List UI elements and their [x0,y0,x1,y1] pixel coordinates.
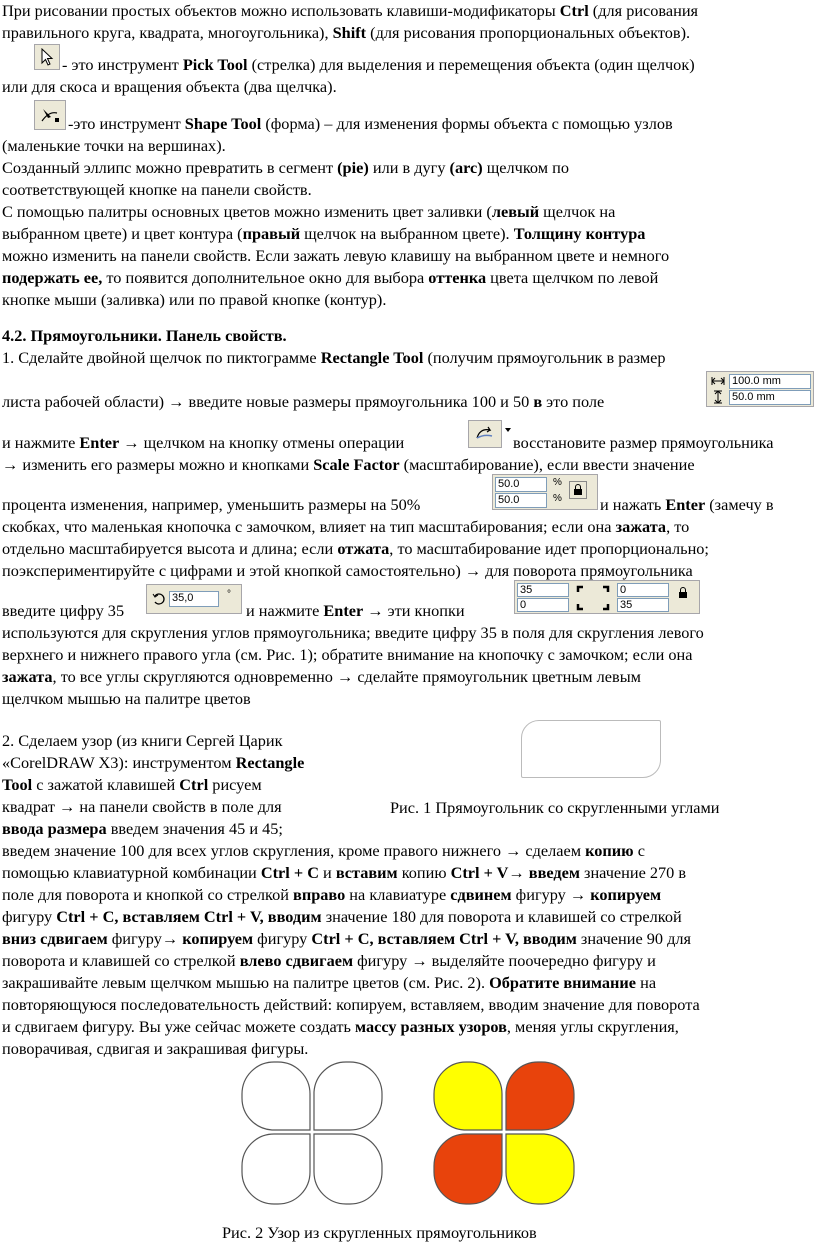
intro-line-1: При рисовании простых объектов можно использовать клавиши-модификаторы Ctrl (для рисования [2,1,699,20]
yellow-petal-br [506,1134,574,1204]
scale-field-group [492,474,598,510]
outline-pattern [242,1062,382,1204]
corner-br-input[interactable]: 35 [617,598,669,612]
rotate-field-group [146,584,242,614]
s42-line-5: процента изменения, например, уменьшить размеры на 50% [2,495,421,514]
figure-2-caption: Рис. 2 Узор из скругленных прямоугольников [222,1223,537,1242]
outline-petal-br [314,1134,382,1204]
figure-1-caption: Рис. 1 Прямоугольник со скругленными углами [390,798,720,817]
shape-line-8: подержать ее, то появится дополнительное окно для выбора оттенка цвета щелчком по левой [2,268,659,287]
rotate-unit: ° [227,589,231,600]
s42-line-5b: и нажать Enter (замечу в [600,495,774,514]
red-petal-bl [434,1134,502,1204]
size-field-group [706,371,814,407]
s2-line-3: Tool с зажатой клавишей Ctrl рисуем [2,775,262,794]
s42-line-7: отдельно масштабируется высота и длина; если отжата, то масштабирование идет пропорционально; [2,539,709,558]
corner-icon [573,583,613,613]
pick-tool-line-1: - это инструмент Pick Tool (стрелка) для выделения и перемещения объекта (один щелчок) [62,55,695,74]
section-heading: 4.2. Прямоугольники. Панель свойств. [2,326,287,345]
scale-y-input[interactable]: 50.0 [495,493,547,508]
scale-percent-2: % [553,493,562,504]
s2-line-11: поворота и клавишей со стрелкой влево сдвигаем фигуру → выделяйте поочередно фигуру и [2,951,656,970]
corner-lock-icon[interactable] [675,585,691,601]
s2-line-9: фигуру Ctrl + C, вставляем Ctrl + V, вводим значение 180 для поворота и клавишей со стрелкой [2,907,682,926]
shape-line-5: С помощью палитры основных цветов можно изменить цвет заливки (левый щелчок на [2,202,616,221]
s2-line-13: повторяющуюся последовательность действий: копируем, вставляем, вводим значение для поворота [2,995,700,1014]
s42-line-4: → изменить его размеры можно и кнопками Scale Factor (масштабирование), если ввести значение [2,455,695,474]
s2-line-12: закрашивайте левым щелчком мышью на палитре цветов (см. Рис. 2). Обратите внимание на [2,973,657,992]
rotate-input[interactable]: 35,0 [169,591,219,607]
shape-tool-icon [34,100,66,130]
size-width-icon [709,374,727,388]
s2-line-14: и сдвигаем фигуру. Вы уже сейчас можете создать массу разных узоров, меняя углы скругления, [2,1017,679,1036]
outline-petal-bl [242,1134,310,1204]
shape-line-6: выбранном цвете) и цвет контура (правый щелчок на выбранном цвете). Толщину контура [2,224,646,243]
scale-percent-1: % [553,477,562,488]
s2-line-7: помощью клавиатурной комбинации Ctrl + C и вставим копию Ctrl + V→ введем значение 270 в [2,863,687,882]
shape-line-9: кнопке мыши (заливка) или по правой кнопке (контур). [2,290,387,309]
s42-line-3b: восстановите размер прямоугольника [513,433,774,452]
scale-x-input[interactable]: 50.0 [495,477,547,492]
s42-line-6: скобках, что маленькая кнопочка с замочком, влияет на тип масштабирования; если она зажата, то [2,517,690,536]
s42-line-3: и нажмите Enter → щелчком на кнопку отмены операции [2,433,405,452]
s42-line-2: листа рабочей области) → введите новые размеры прямоугольника 100 и 50 в это поле [2,392,605,411]
s42-line-11: верхнего и нижнего правого угла (см. Рис. 1); обратите внимание на кнопочку с замочком; если она [2,645,693,664]
outline-petal-tl [242,1062,310,1130]
corner-bl-input[interactable]: 0 [517,598,569,612]
undo-icon[interactable] [468,420,502,448]
dropdown-arrow-icon [504,426,512,434]
shape-tool-line-1: -это инструмент Shape Tool (форма) – для изменения формы объекта с помощью узлов [68,114,673,133]
colored-pattern [434,1062,574,1204]
s2-line-1: 2. Сделаем узор (из книги Сергей Царик [2,731,283,750]
pattern-figure [240,1060,590,1208]
s42-line-13: щелчком мышью на палитре цветов [2,689,251,708]
s42-line-8: поэкспериментируйте с цифрами и этой кнопкой самостоятельно) → для поворота прямоугольника [2,561,693,580]
size-height-input[interactable]: 50.0 mm [729,390,811,405]
s42-line-9b: и нажмите Enter → эти кнопки [246,601,465,620]
s42-line-12: зажата, то все углы скругляются одновременно → сделайте прямоугольник цветным левым [2,667,641,686]
shape-line-7: можно изменить на панели свойств. Если зажать левую клавишу на выбранном цвете и немного [2,246,670,265]
shape-line-3: Созданный эллипс можно превратить в сегмент (pie) или в дугу (arc) щелчком по [2,158,569,177]
pick-tool-line-2: или для скоса и вращения объекта (два щелчка). [2,77,337,96]
s2-line-15: поворачивая, сдвигая и закрашивая фигуры. [2,1039,309,1058]
size-height-icon [709,390,727,404]
s42-line-1: 1. Сделайте двойной щелчок по пиктограмме Rectangle Tool (получим прямоугольник в размер [2,348,666,367]
shape-line-2: (маленькие точки на вершинах). [2,136,226,155]
s2-line-2: «CorelDRAW X3): инструментом Rectangle [2,753,305,772]
outline-petal-tr [314,1062,382,1130]
corner-field-group [514,580,700,614]
size-width-input[interactable]: 100.0 mm [729,374,811,389]
corner-tl-input[interactable]: 35 [517,583,569,597]
lock-icon[interactable] [569,481,587,499]
pick-tool-icon [34,44,60,70]
intro-line-2: правильного круга, квадрата, многоугольника), Shift (для рисования пропорциональных объектов). [2,23,691,42]
yellow-petal-tl [434,1062,502,1130]
s42-line-10: используются для скругления углов прямоугольника; введите цифру 35 в поля для скругления левого [2,623,704,642]
rounded-rectangle-figure [521,720,661,778]
s2-line-10: вниз сдвигаем фигуру→ копируем фигуру Ctrl + C, вставляем Ctrl + V, вводим значение 90 для [2,929,692,948]
corner-tr-input[interactable]: 0 [617,583,669,597]
s42-line-9a: введите цифру 35 [2,601,125,620]
s2-line-6: введем значение 100 для всех углов скругления, кроме правого нижнего → сделаем копию с [2,841,645,860]
red-petal-tr [506,1062,574,1130]
s2-line-4: квадрат → на панели свойств в поле для [2,797,282,816]
rotate-icon [151,591,167,607]
s2-line-8: поле для поворота и кнопкой со стрелкой вправо на клавиатуре сдвинем фигуру → копируем [2,885,662,904]
shape-line-4: соответствующей кнопке на панели свойств. [2,180,312,199]
s2-line-5: ввода размера введем значения 45 и 45; [2,819,283,838]
